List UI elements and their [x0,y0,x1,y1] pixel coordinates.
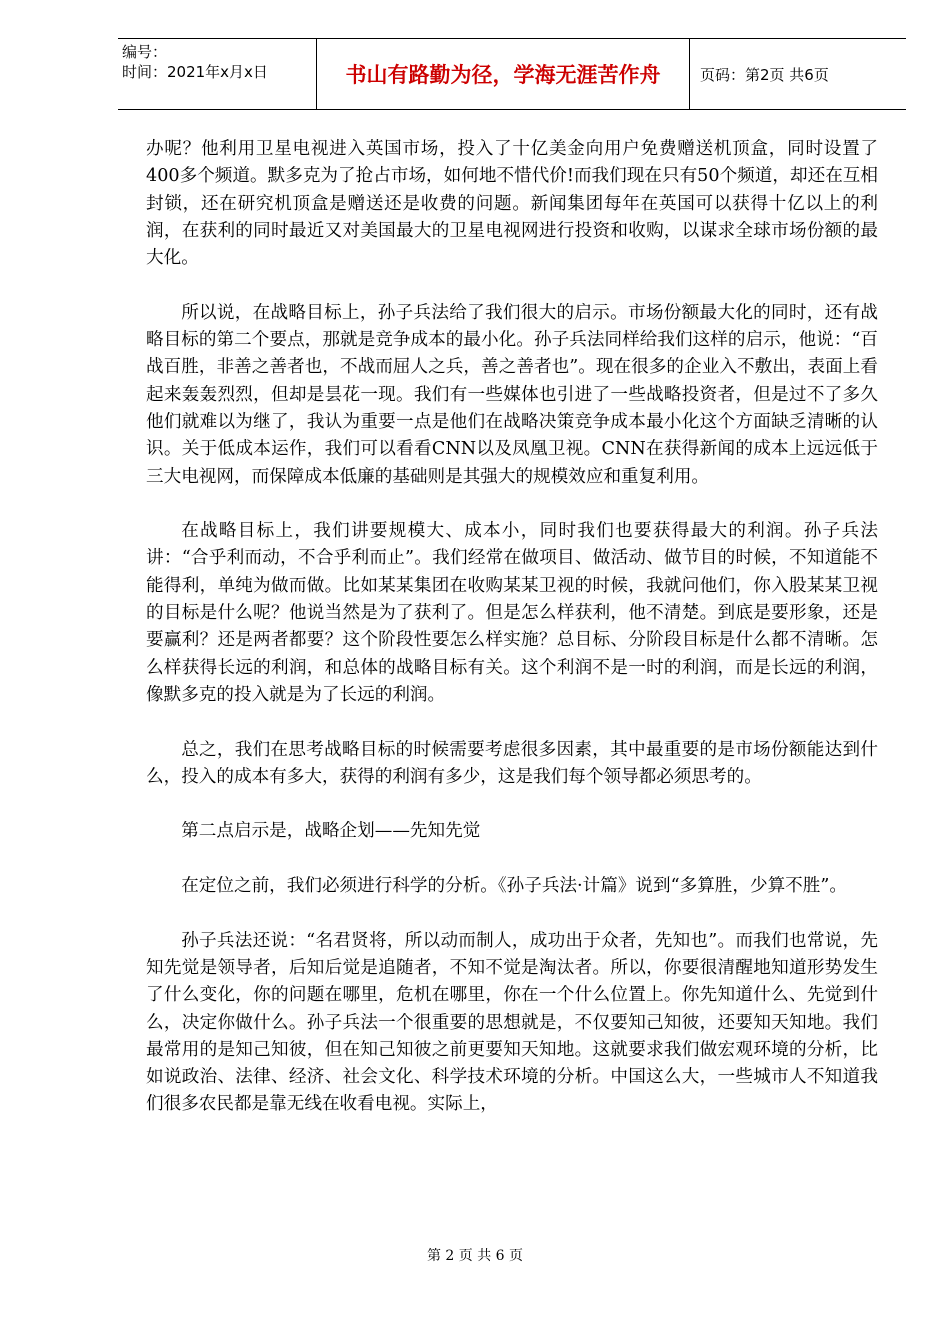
paragraph: 在战略目标上，我们讲要规模大、成本小，同时我们也要获得最大的利润。孙子兵法讲：“合乎利而动，不合乎利而止”。我们经常在做项目、做活动、做节目的时候，不知道能不能得利，单纯为做而做。比如某某集团在收购某某卫视的时候，我就问他们，你入股某某卫视的目标是什么呢？他说当然是为了获利了。但是怎么样获利，他不清楚。到底是要形象，还是要赢利？还是两者都要？这个阶段性要怎么样实施？总目标、分阶段目标是什么都不清晰。怎么样获得长远的利润，和总体的战略目标有关。这个利润不是一时的利润，而是长远的利润，像默多克的投入就是为了长远的利润。 [146,521,878,705]
paragraph: 在定位之前，我们必须进行科学的分析。《孙子兵法·计篇》说到“多算胜，少算不胜”。 [181,876,847,897]
section-heading: 第二点启示是，战略企划——先知先觉 [181,821,481,842]
page-footer: 第 2 页 共 6 页 [426,1248,524,1264]
time-label: 时间：2021年x月x日 [122,63,268,81]
header-meta [118,39,316,109]
page-header [118,38,906,110]
header-motto: 书山有路勤为径，学海无涯苦作舟 [316,39,690,109]
serial-number-label: 编号： [122,43,168,61]
header-page-number: 页码：第2页 共6页 [700,65,829,84]
paragraph: 孙子兵法还说：“名君贤将，所以动而制人，成功出于众者，先知也”。而我们也常说，先知先觉是领导者，后知后觉是追随者，不知不觉是淘汰者。所以，你要很清醒地知道形势发生了什么变化，你的问题在哪里，危机在哪里，你在一个什么位置上。你先知道什么、先觉到什么，决定你做什么。孙子兵法一个很重要的思想就是，不仅要知己知彼，还要知天知地。我们最常用的是知己知彼，但在知己知彼之前更要知天知地。这就要求我们做宏观环境的分析，比如说政治、法律、经济、社会文化、科学技术环境的分析。中国这么大，一些城市人不知道我们很多农民都是靠无线在收看电视。实际上， [146,930,878,1115]
paragraph: 总之，我们在思考战略目标的时候需要考虑很多因素，其中最重要的是市场份额能达到什么，投入的成本有多大，获得的利润有多少，这是我们每个领导都必须思考的。 [146,739,878,787]
document-body [146,136,878,1146]
paragraph: 所以说，在战略目标上，孙子兵法给了我们很大的启示。市场份额最大化的同时，还有战略目标的第二个要点，那就是竞争成本的最小化。孙子兵法同样给我们这样的启示，他说：“百战百胜，非善之善者也，不战而屈人之兵，善之善者也”。现在很多的企业入不敷出，表面上看起来轰轰烈烈，但却是昙花一现。我们有一些媒体也引进了一些战略投资者，但是过不了多久他们就难以为继了，我认为重要一点是他们在战略决策竞争成本最小化这个方面缺乏清晰的认识。关于低成本运作，我们可以看看CNN以及凤凰卫视。CNN在获得新闻的成本上远远低于三大电视网，而保障成本低廉的基础则是其强大的规模效应和重复利用。 [146,302,878,487]
paragraph: 办呢？他利用卫星电视进入英国市场，投入了十亿美金向用户免费赠送机顶盒，同时设置了400多个频道。默多克为了抢占市场，如何地不惜代价!而我们现在只有50个频道，却还在互相封锁，还在研究机顶盒是赠送还是收费的问题。新闻集团每年在英国可以获得十亿以上的利润，在获利的同时最近又对美国最大的卫星电视网进行投资和收购，以谋求全球市场份额的最大化。 [146,139,878,269]
